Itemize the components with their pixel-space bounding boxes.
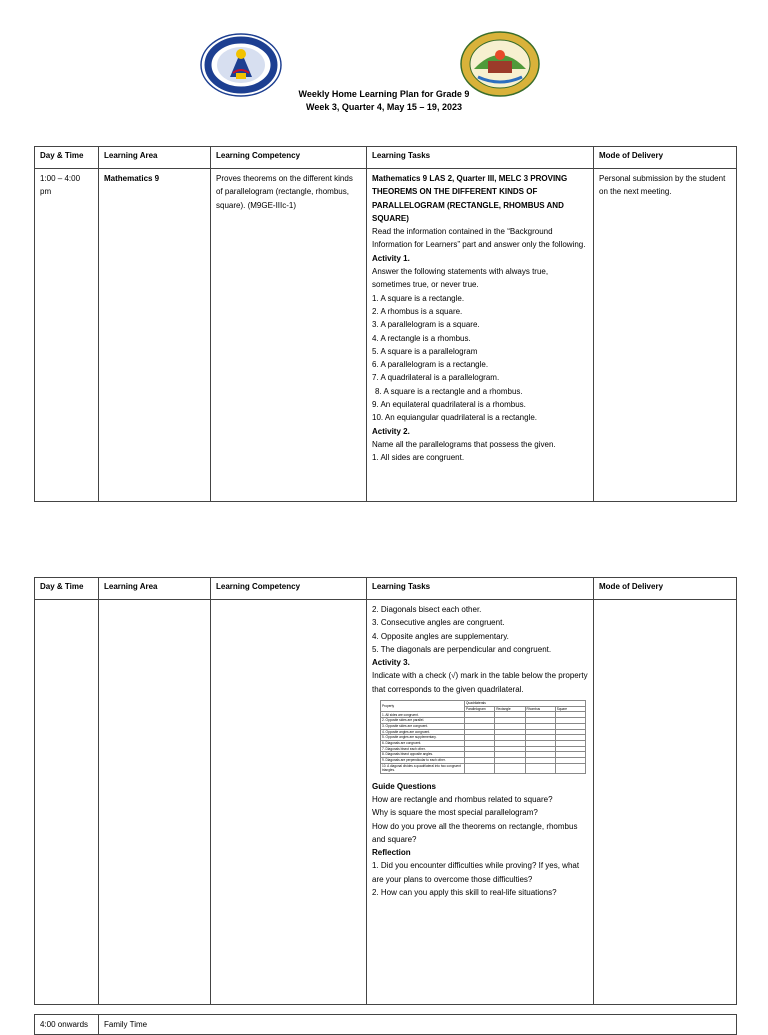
plan-table-page1 — [34, 146, 737, 502]
cell-learning-tasks — [367, 600, 594, 1005]
activity2-instructions: Name all the parallelograms that possess the given. — [372, 439, 556, 449]
mini-quad-header: Rhombus — [525, 706, 555, 712]
list-item: How are rectangle and rhombus related to square? — [372, 794, 553, 804]
school-seal-logo — [460, 31, 540, 97]
reflection-title: Reflection — [372, 848, 411, 858]
table-row — [35, 1015, 737, 1035]
activity1-instructions: Answer the following statements with always true, sometimes true, or never true. — [372, 267, 549, 290]
mini-quad-header: Parallelogram — [465, 706, 495, 712]
mini-property: 5. Opposite angles are supplementary. — [381, 735, 465, 741]
mini-property-header: Property — [381, 701, 465, 712]
tasks-heading: Mathematics 9 LAS 2, Quarter III, MELC 3 PROVING THEOREMS ON THE DIFFERENT KINDS OF PARALLELOGRAM (RECTANGLE, RHOMBUS AND SQUARE) — [372, 174, 568, 223]
list-item: 7. A quadrilateral is a parallelogram. — [372, 373, 500, 383]
deped-seal-logo — [200, 33, 282, 97]
mini-property: 6. Diagonals are congruent. — [381, 740, 465, 746]
col-header-learning-tasks: Learning Tasks — [367, 147, 594, 169]
mini-property: 3. Opposite sides are congruent. — [381, 723, 465, 729]
list-item: 4. A rectangle is a rhombus. — [372, 333, 471, 343]
cell-mode-of-delivery — [594, 600, 737, 1005]
list-item: 1. A square is a rectangle. — [372, 293, 465, 303]
cell-family-time: Family Time — [99, 1015, 737, 1035]
list-item: 2. A rhombus is a square. — [372, 306, 463, 316]
table-header-row — [35, 147, 737, 169]
list-item: 8. A square is a rectangle and a rhombus. — [375, 386, 523, 396]
guide-questions-title: Guide Questions — [372, 781, 437, 791]
col-header-day-time: Day & Time — [35, 578, 99, 600]
col-header-learning-competency: Learning Competency — [211, 578, 367, 600]
mini-group-header: Quadrilaterals — [465, 701, 586, 707]
list-item: How do you prove all the theorems on rectangle, rhombus and square? — [372, 821, 578, 844]
mini-property: 9. Diagonals are perpendicular to each other. — [381, 757, 465, 763]
list-item: 10. An equiangular quadrilateral is a rectangle. — [372, 413, 537, 423]
plan-subtitle: Week 3, Quarter 4, May 15 – 19, 2023 — [306, 102, 462, 112]
plan-title: Weekly Home Learning Plan for Grade 9 — [298, 89, 470, 99]
col-header-mode-of-delivery: Mode of Delivery — [594, 147, 737, 169]
plan-table-page2 — [34, 577, 737, 1005]
col-header-learning-area: Learning Area — [99, 578, 211, 600]
col-header-learning-area: Learning Area — [99, 147, 211, 169]
mini-property: 7. Diagonals bisect each other. — [381, 746, 465, 752]
col-header-day-time: Day & Time — [35, 147, 99, 169]
activity2-title: Activity 2. — [372, 426, 410, 436]
cell-day-time: 1:00 – 4:00 pm — [35, 169, 99, 502]
list-item: 5. The diagonals are perpendicular and congruent. — [372, 644, 552, 654]
col-header-learning-tasks: Learning Tasks — [367, 578, 594, 600]
mini-property: 1. All sides are congruent. — [381, 712, 465, 718]
list-item: 3. A parallelogram is a square. — [372, 320, 480, 330]
table-row — [35, 600, 737, 1005]
activity1-title: Activity 1. — [372, 253, 410, 263]
cell-mode-of-delivery: Personal submission by the student on the next meeting. — [594, 169, 737, 502]
list-item: 1. Did you encounter difficulties while proving? If yes, what are your plans to overcome those difficulties? — [372, 861, 580, 884]
plan-table-family-time — [34, 1014, 737, 1035]
cell-learning-tasks — [367, 169, 594, 502]
mini-quad-header: Square — [555, 706, 585, 712]
activity3-instructions: Indicate with a check (√) mark in the table below the property that corresponds to the given quadrilateral. — [372, 671, 588, 694]
mini-property: 8. Diagonals bisect opposite angles. — [381, 752, 465, 758]
mini-property: 4. Opposite angles are congruent. — [381, 729, 465, 735]
cell-learning-area — [99, 600, 211, 1005]
list-item: 2. How can you apply this skill to real-life situations? — [372, 888, 557, 898]
mini-property: 2. Opposite sides are parallel. — [381, 718, 465, 724]
list-item: 2. Diagonals bisect each other. — [372, 605, 482, 614]
table-header-row — [35, 578, 737, 600]
activity3-title: Activity 3. — [372, 658, 410, 668]
list-item: 9. An equilateral quadrilateral is a rhombus. — [372, 400, 526, 410]
mini-quad-header: Rectangle — [495, 706, 525, 712]
tasks-intro: Read the information contained in the “Background Information for Learners” part and answer only the following. — [372, 227, 586, 250]
list-item: 5. A square is a parallelogram — [372, 346, 478, 356]
cell-learning-area: Mathematics 9 — [99, 169, 211, 502]
col-header-mode-of-delivery: Mode of Delivery — [594, 578, 737, 600]
property-checklist-table — [380, 700, 586, 774]
table-row — [35, 169, 737, 502]
col-header-learning-competency: Learning Competency — [211, 147, 367, 169]
cell-learning-competency — [211, 600, 367, 1005]
cell-day-time — [35, 600, 99, 1005]
list-item: 1. All sides are congruent. — [372, 453, 465, 463]
cell-day-time: 4:00 onwards — [35, 1015, 99, 1035]
list-item: Why is square the most special parallelogram? — [372, 808, 538, 818]
list-item: 3. Consecutive angles are congruent. — [372, 618, 505, 628]
list-item: 4. Opposite angles are supplementary. — [372, 631, 509, 641]
cell-learning-competency: Proves theorems on the different kinds of parallelogram (rectangle, rhombus, square). (M9GE-IIIc-1) — [211, 169, 367, 502]
list-item: 6. A parallelogram is a rectangle. — [372, 360, 489, 370]
mini-property: 10. A diagonal divides a quadrilateral into two congruent triangles. — [381, 763, 465, 773]
